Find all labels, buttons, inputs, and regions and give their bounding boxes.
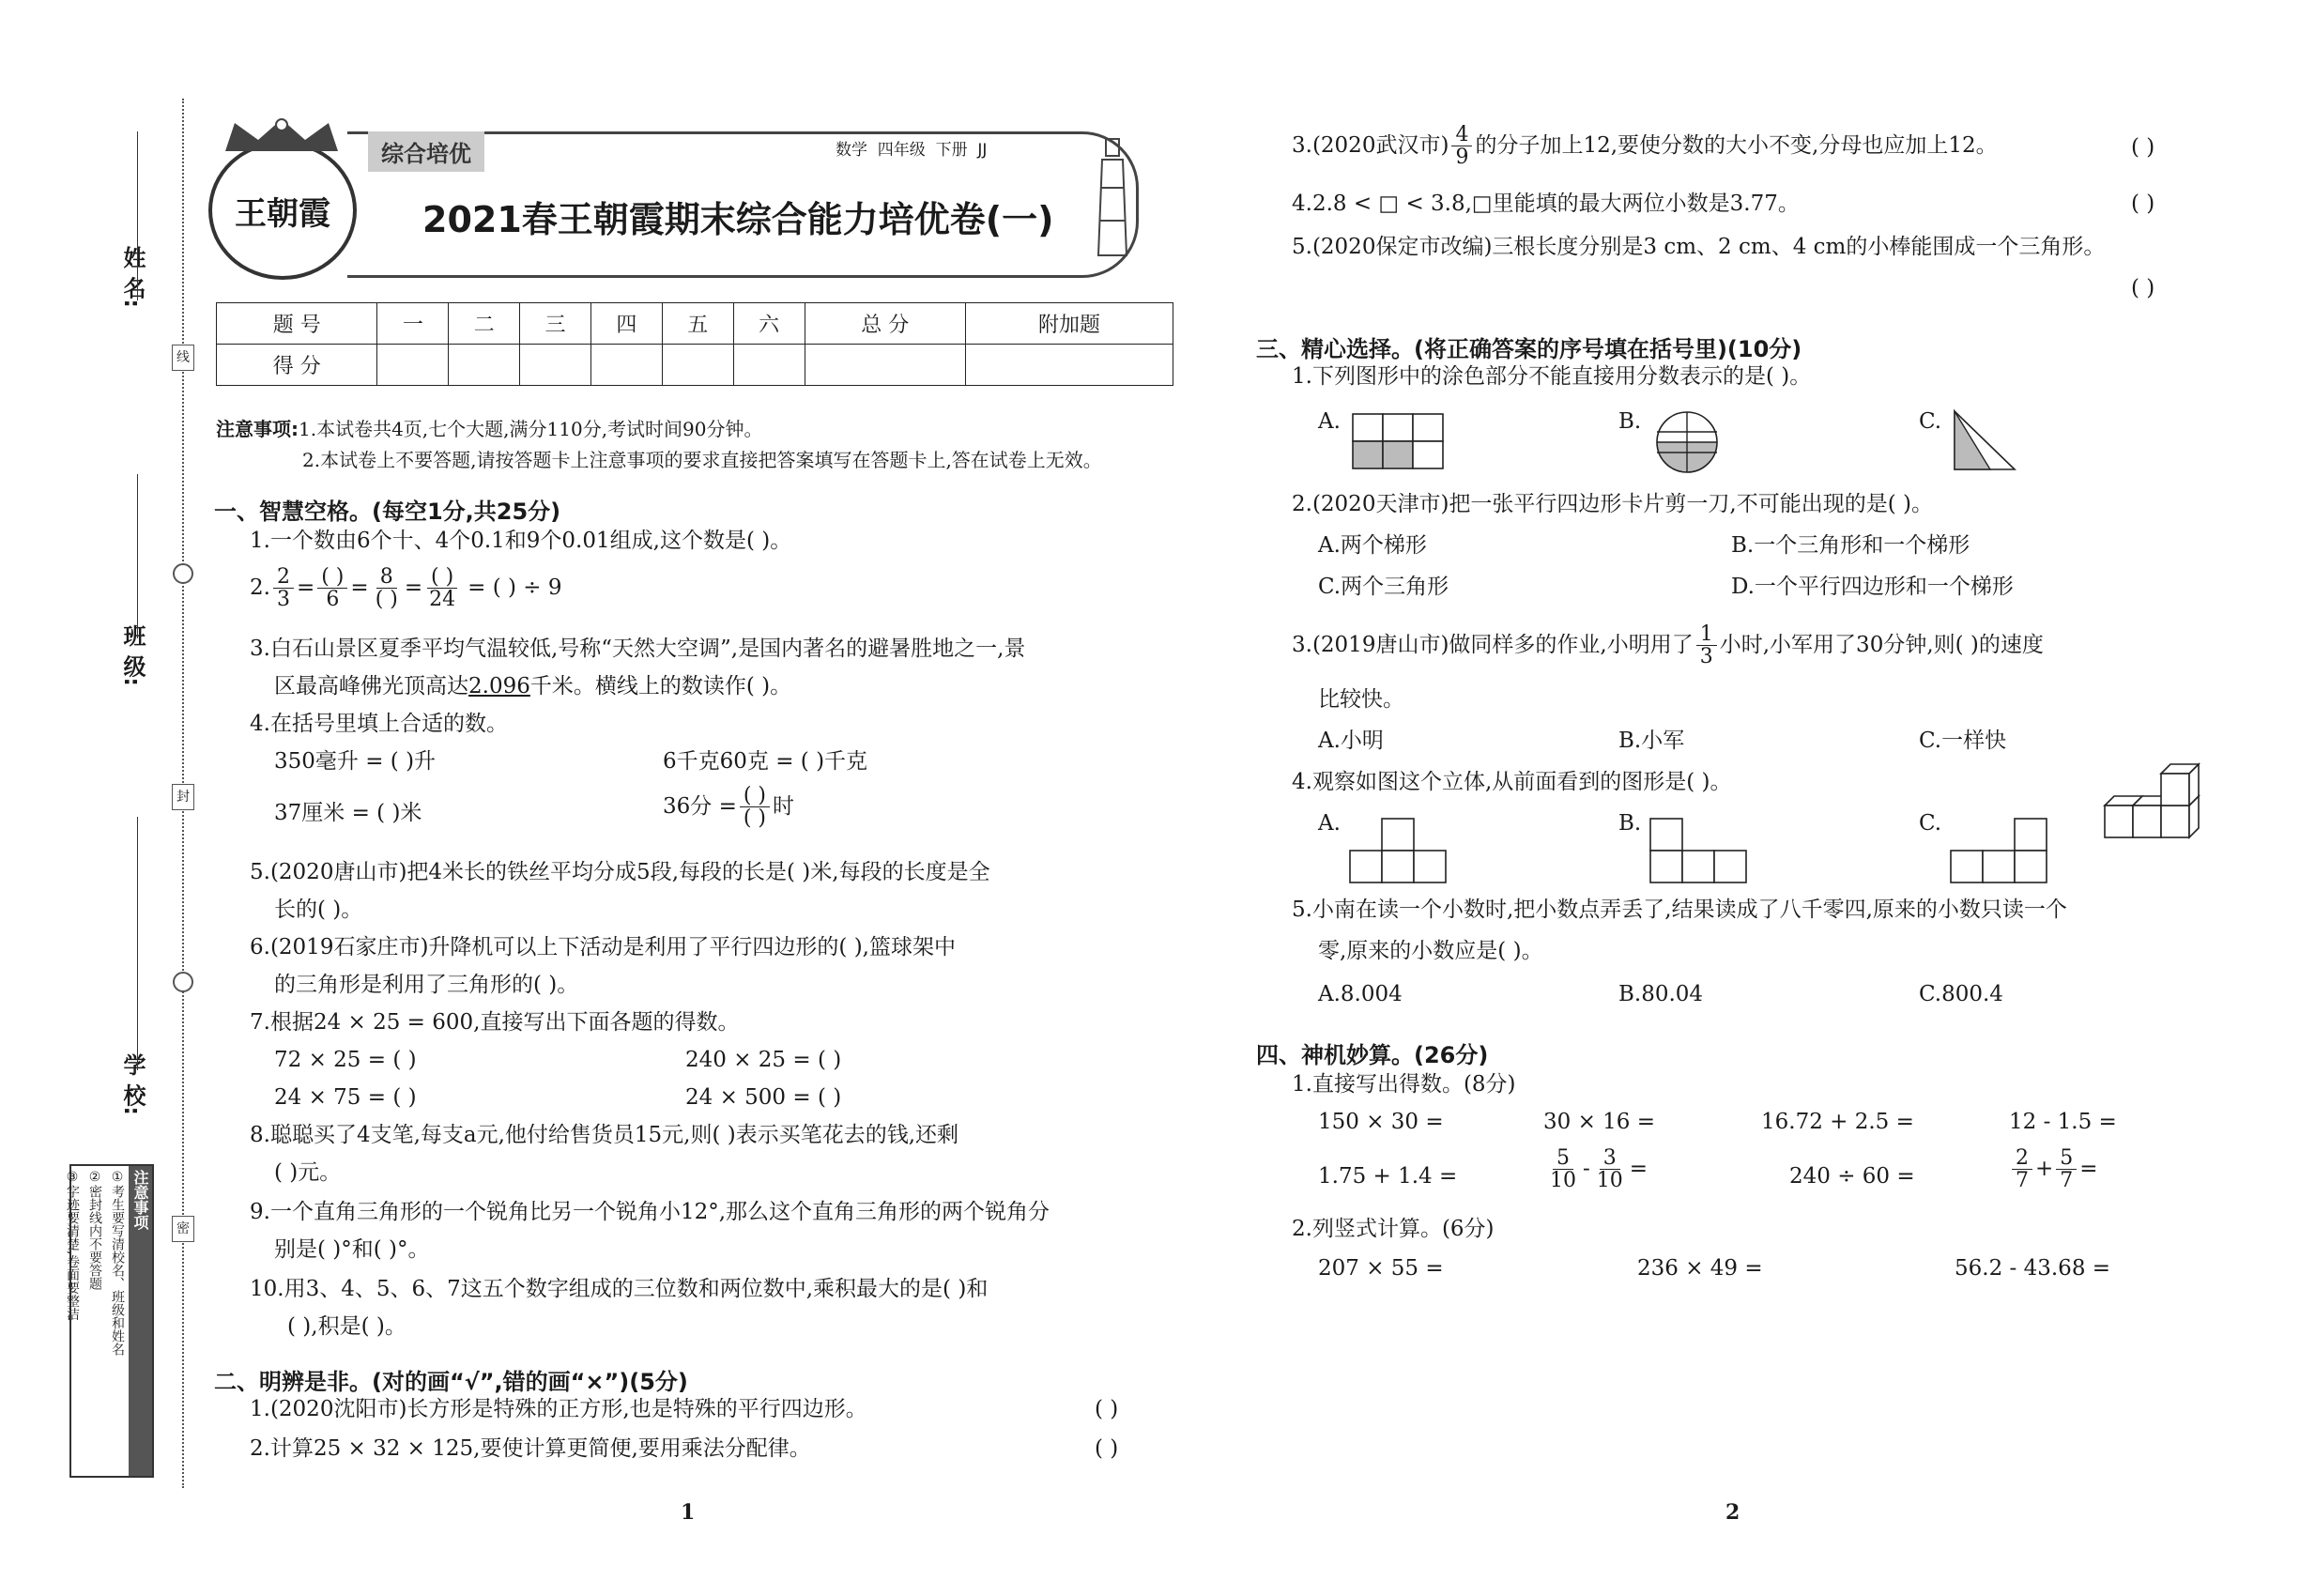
s3-q1-label-a: A. <box>1318 409 1341 434</box>
s1-q4: 4.在括号里填上合适的数。 <box>250 712 508 736</box>
name-blank <box>137 131 138 300</box>
solid-figure <box>2101 759 2214 847</box>
table-cell: 三 <box>520 303 591 345</box>
table-row <box>217 303 1173 345</box>
seal-mark-secret: 密 <box>172 1216 194 1242</box>
s1-q8-line2: ( )元。 <box>274 1160 342 1185</box>
s3-q4-label-a: A. <box>1318 811 1341 836</box>
exam-notice-item: ①考生要写清校名、班级和姓名 <box>110 1170 125 1356</box>
exam-notice-box <box>65 1164 154 1478</box>
s1-q10-line1: 10.用3、4、5、6、7这五个数字组成的三位数和两位数中,乘积最大的是( )和 <box>250 1277 989 1301</box>
s1-q1: 1.一个数由6个十、4个0.1和9个0.01组成,这个数是( )。 <box>250 529 792 553</box>
grid-shape-figure <box>1352 413 1446 473</box>
school-blank <box>137 817 138 1070</box>
s3-q5-opt-c: C.800.4 <box>1919 982 2003 1006</box>
table-cell: 得 分 <box>217 345 377 386</box>
s1-q5-line2: 长的( )。 <box>274 898 363 922</box>
s4-r2-2: $\frac{5}{10}$ - $\frac{3}{10}$ = <box>1550 1146 1648 1193</box>
s4-r2-3: 240 ÷ 60 = <box>1789 1164 1915 1189</box>
s1-q4d: 36分 = $\frac{( )}{( )}$ 时 <box>663 784 795 831</box>
exam-notice-title: 注意事项 <box>129 1166 152 1476</box>
s4-part2: 2.列竖式计算。(6分) <box>1292 1217 1495 1241</box>
s4-r2-1: 1.75 + 1.4 = <box>1318 1164 1458 1189</box>
table-cell: 题 号 <box>217 303 377 345</box>
s4-r3-1: 207 × 55 = <box>1318 1256 1444 1281</box>
s1-q3-line1: 3.白石山景区夏季平均气温较低,号称“天然大空调”,是国内著名的避暑胜地之一,景 <box>250 637 1026 661</box>
s3-q5-opt-a: A.8.004 <box>1318 982 1403 1006</box>
s4-r1-1: 150 × 30 = <box>1318 1110 1444 1134</box>
s2-q1: 1.(2020沈阳市)长方形是特殊的正方形,也是特殊的平行四边形。 <box>250 1397 867 1421</box>
s3-q2-opt-d: D.一个平行四边形和一个梯形 <box>1731 575 2014 599</box>
s2-q5-paren: ( ) <box>2131 276 2155 300</box>
s1-q6-line2: 的三角形是利用了三角形的( )。 <box>274 973 579 997</box>
s3-q4: 4.观察如图这个立体,从前面看到的图形是( )。 <box>1292 770 1732 794</box>
s1-q7: 7.根据24 × 25 = 600,直接写出下面各题的得数。 <box>250 1010 740 1035</box>
s1-q3-line2: 区最高峰佛光顶高达2.096千米。横线上的数读作( )。 <box>274 674 792 698</box>
seal-mark-seal: 封 <box>172 784 194 810</box>
s3-q3-opt-c: C.一样快 <box>1919 729 2007 753</box>
s3-q4-label-c: C. <box>1919 811 1942 836</box>
table-cell: 附加题 <box>965 303 1173 345</box>
s3-q5-opt-b: B.80.04 <box>1618 982 1704 1006</box>
s1-q5-line1: 5.(2020唐山市)把4米长的铁丝平均分成5段,每段的长是( )米,每段的长度是全 <box>250 860 990 884</box>
s3-q2: 2.(2020天津市)把一张平行四边形卡片剪一刀,不可能出现的是( )。 <box>1292 492 1933 516</box>
header-meta: 数学 四年级 下册 JJ <box>836 141 988 160</box>
s4-r3-2: 236 × 49 = <box>1637 1256 1763 1281</box>
section-3-heading: 三、精心选择。(将正确答案的序号填在括号里)(10分) <box>1256 336 1802 362</box>
page-number-2: 2 <box>1725 1500 1740 1525</box>
view-b-figure <box>1648 817 1752 888</box>
s3-q1-label-b: B. <box>1618 409 1642 434</box>
s1-q7b: 240 × 25 = ( ) <box>685 1048 842 1072</box>
notes-line-2: 2.本试卷上不要答题,请按答题卡上注意事项的要求直接把答案填写在答题卡上,答在试卷上无效。 <box>302 449 1102 471</box>
s3-q4-label-b: B. <box>1618 811 1642 836</box>
s1-q2: 2. $\frac{2}{3}$ = $\frac{( )}{6}$ = $\frac{8}{( )}$ = $\frac{( )}{24}$ = ( ) ÷ 9 <box>250 565 562 612</box>
table-row <box>217 345 1173 386</box>
s4-part1: 1.直接写出得数。(8分) <box>1292 1072 1516 1097</box>
s1-q6-line1: 6.(2019石家庄市)升降机可以上下活动是利用了平行四边形的( ),篮球架中 <box>250 935 956 959</box>
name-label: 姓 名: <box>119 246 146 308</box>
score-table <box>216 302 1173 386</box>
s2-q4: 4.2.8 < □ < 3.8,□里能填的最大两位小数是3.77。 <box>1292 192 1800 216</box>
s4-r1-4: 12 - 1.5 = <box>2009 1110 2117 1134</box>
lighthouse-icon <box>1089 131 1136 267</box>
s3-q2-opt-a: A.两个梯形 <box>1318 533 1427 558</box>
s1-q4a: 350毫升 = ( )升 <box>274 749 437 774</box>
s1-q9-line1: 9.一个直角三角形的一个锐角比另一个锐角小12°,那么这个直角三角形的两个锐角分 <box>250 1200 1050 1224</box>
s3-q3-opt-b: B.小军 <box>1618 729 1685 753</box>
table-cell: 一 <box>377 303 449 345</box>
page-title: 2021春王朝霞期末综合能力培优卷(一) <box>422 199 1054 240</box>
s3-q2-opt-b: B.一个三角形和一个梯形 <box>1731 533 1970 558</box>
section-2-heading: 二、明辨是非。(对的画“√”,错的画“×”)(5分) <box>214 1369 688 1395</box>
table-cell: 六 <box>733 303 805 345</box>
table-cell: 五 <box>662 303 733 345</box>
s4-r2-4: $\frac{2}{7}$ + $\frac{5}{7}$ = <box>2009 1147 2098 1191</box>
class-label: 班 级: <box>119 624 146 686</box>
binding-circle-2 <box>173 972 193 992</box>
s3-q1: 1.下列图形中的涂色部分不能直接用分数表示的是( )。 <box>1292 364 1812 389</box>
triangle-shape-figure <box>1953 409 2018 475</box>
exam-notice-item: ③字迹要清楚,卷面要整洁 <box>65 1170 80 1321</box>
view-c-figure <box>1949 817 2052 888</box>
s2-q2-paren: ( ) <box>1095 1436 1119 1461</box>
s3-q5-line2: 零,原来的小数应是( )。 <box>1318 939 1543 963</box>
s2-q1-paren: ( ) <box>1095 1397 1119 1421</box>
seal-mark-line: 线 <box>172 345 194 371</box>
s3-q3-line2: 比较快。 <box>1318 687 1404 712</box>
s1-q8-line1: 8.聪聪买了4支笔,每支a元,他付给售货员15元,则( )表示买笔花去的钱,还剩 <box>250 1123 959 1147</box>
circle-shape-figure <box>1654 409 1720 479</box>
s1-q7c: 24 × 75 = ( ) <box>274 1085 417 1110</box>
banner-label: 综合培优 <box>368 131 484 172</box>
s4-r3-3: 56.2 - 43.68 = <box>1955 1256 2111 1281</box>
s2-q3-paren: ( ) <box>2131 135 2155 160</box>
table-cell: 四 <box>590 303 662 345</box>
view-a-figure <box>1348 817 1451 888</box>
class-blank <box>137 474 138 638</box>
s2-q4-paren: ( ) <box>2131 192 2155 216</box>
s3-q2-opt-c: C.两个三角形 <box>1318 575 1449 599</box>
s1-q4c: 37厘米 = ( )米 <box>274 801 422 825</box>
page-number-1: 1 <box>681 1500 696 1525</box>
s1-q7d: 24 × 500 = ( ) <box>685 1085 842 1110</box>
table-cell: 二 <box>449 303 520 345</box>
s3-q3-opt-a: A.小明 <box>1318 729 1384 753</box>
s1-q9-line2: 别是( )°和( )°。 <box>274 1237 430 1262</box>
s3-q1-label-c: C. <box>1919 409 1942 434</box>
s1-q7a: 72 × 25 = ( ) <box>274 1048 417 1072</box>
binding-circle-1 <box>173 563 193 584</box>
s2-q5: 5.(2020保定市改编)三根长度分别是3 cm、2 cm、4 cm的小棒能围成一个三角形。 <box>1292 235 2106 259</box>
table-cell: 总 分 <box>805 303 965 345</box>
s1-q10-line2: ( ),积是( )。 <box>287 1314 406 1339</box>
s4-r1-2: 30 × 16 = <box>1543 1110 1656 1134</box>
section-4-heading: 四、神机妙算。(26分) <box>1256 1042 1489 1068</box>
s2-q3: 3.(2020武汉市) $\frac{4}{9}$ 的分子加上12,要使分数的大小不变,分母也应加上12。 <box>1292 123 1998 170</box>
section-1-heading: 一、智慧空格。(每空1分,共25分) <box>214 499 561 525</box>
s4-r1-3: 16.72 + 2.5 = <box>1761 1110 1914 1134</box>
notes-line-1: 注意事项:1.本试卷共4页,七个大题,满分110分,考试时间90分钟。 <box>216 418 763 440</box>
exam-notice-item: ②密封线内不要答题 <box>87 1170 102 1290</box>
s1-q4b: 6千克60克 = ( )千克 <box>663 749 868 774</box>
s2-q2: 2.计算25 × 32 × 125,要使计算更简便,要用乘法分配律。 <box>250 1436 811 1461</box>
s3-q3: 3.(2019唐山市)做同样多的作业,小明用了 $\frac{1}{3}$ 小时,小军用了30分钟,则( )的速度 <box>1292 622 2044 669</box>
school-label: 学 校: <box>119 1053 146 1115</box>
s3-q5-line1: 5.小南在读一个小数时,把小数点弄丢了,结果读成了八千零四,原来的小数只读一个 <box>1292 898 2067 922</box>
brand-logo: 王朝霞 <box>208 141 357 280</box>
crown-icon <box>216 117 347 159</box>
